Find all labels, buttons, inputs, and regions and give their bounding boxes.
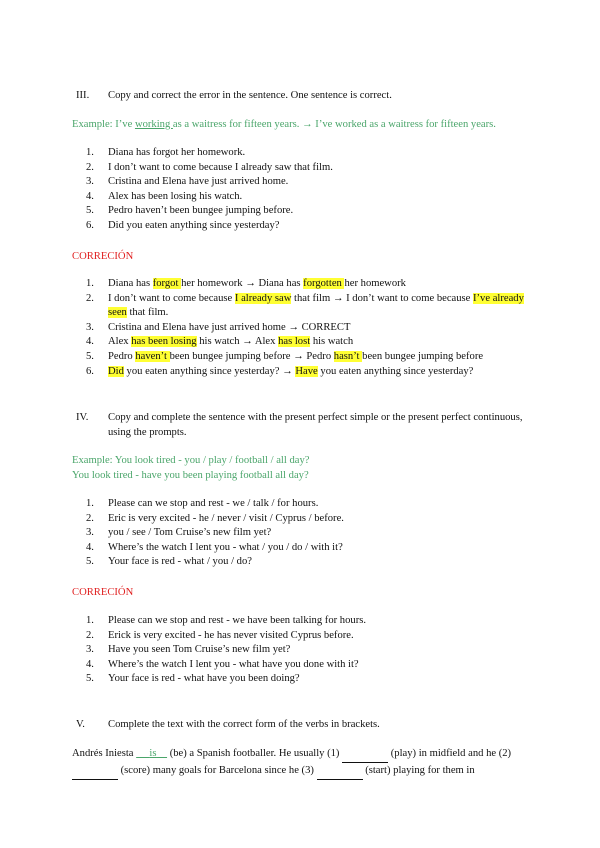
text-segment: as a waitress for fifteen years. → I’ve worked as a waitress for fifteen years.: [172, 119, 496, 130]
list-item: [86, 365, 526, 380]
gap-text-part: (be) a Spanish footballer. He usually (1): [167, 748, 343, 759]
list-item-number: 1.: [86, 615, 94, 626]
list-item-text: [108, 350, 526, 365]
section-3-exercise-list: [86, 146, 526, 234]
list-item-number: 4.: [86, 336, 94, 348]
list-item: [86, 350, 526, 365]
list-item: [86, 219, 526, 234]
text-segment: her homework → Diana has: [181, 278, 304, 289]
list-item-text: [108, 497, 526, 512]
text-segment: that film → I don’t want to come because: [291, 292, 473, 304]
list-item-text: [108, 541, 526, 556]
gap-text-part: (start) playing for them in: [362, 765, 475, 776]
text-segment: Where’s the watch I lent you - what / you / do / with it?: [108, 541, 343, 553]
highlighted-text: has been losing: [131, 336, 197, 348]
text-segment: you eaten anything since yesterday?: [317, 365, 474, 377]
list-item-text: [108, 321, 526, 336]
list-item-number: 3.: [86, 644, 94, 656]
list-item-text: [108, 335, 526, 350]
list-item: [86, 555, 526, 570]
gap-2-blank[interactable]: [72, 763, 118, 780]
list-item: [86, 672, 526, 687]
list-item-text: [108, 512, 526, 527]
list-item: [86, 658, 526, 673]
highlighted-text: forgot: [152, 278, 182, 289]
text-segment: Please can we stop and rest - we / talk / for hours.: [108, 498, 319, 509]
gap-1-blank[interactable]: [342, 746, 388, 763]
list-item-text: [108, 658, 526, 673]
text-segment: Pedro haven’t been bungee jumping before.: [108, 205, 294, 217]
text-segment: been bungee jumping before → Pedro: [169, 350, 334, 362]
text-segment: that film.: [126, 307, 169, 319]
list-item-number: 2.: [86, 161, 94, 173]
list-item-number: 1.: [86, 498, 94, 509]
highlighted-text: haven’t: [135, 350, 170, 362]
gap-3-blank[interactable]: [317, 763, 363, 780]
section-4-exercise-list: [86, 497, 526, 570]
text-segment: Cristina and Elena have just arrived home.: [108, 176, 289, 188]
text-segment: her homework: [344, 278, 406, 289]
list-item-text: [108, 614, 526, 629]
list-item: [86, 277, 526, 292]
section-3-example: [72, 117, 496, 132]
section-4-number: IV.: [76, 412, 89, 423]
text-segment: Erick is very excited - he has never visited Cyprus before.: [108, 629, 354, 641]
text-segment: I don’t want to come because I already saw that film.: [108, 161, 333, 173]
list-item-number: 2.: [86, 292, 94, 304]
section-4-example-prompt: Example: You look tired - you / play / football / all day?: [72, 455, 310, 466]
text-segment: Pedro: [108, 350, 136, 362]
list-item: [86, 321, 526, 336]
list-item-text: [108, 555, 526, 570]
highlighted-text: I already saw: [234, 292, 292, 304]
gap-example-answer: is: [149, 748, 157, 759]
text-segment: Did you eaten anything since yesterday?: [108, 219, 280, 231]
list-item: [86, 497, 526, 512]
list-item-number: 4.: [86, 541, 94, 553]
highlighted-text: Have: [295, 365, 318, 377]
section-5-instructions: Complete the text with the correct form of the verbs in brackets.: [108, 719, 380, 730]
text-segment: you / see / Tom Cruise’s new film yet?: [108, 527, 272, 539]
list-item-number: 6.: [86, 219, 94, 231]
list-item-number: 6.: [86, 365, 94, 377]
list-item-text: [108, 672, 526, 687]
list-item: [86, 643, 526, 658]
list-item: [86, 335, 526, 350]
list-item-text: [108, 643, 526, 658]
section-3-correction-heading: CORRECIÓN: [72, 251, 134, 262]
gap-text-part: (score) many goals for Barcelona since he (3): [118, 765, 317, 776]
section-3-correction-list: [86, 277, 526, 379]
list-item-text: [108, 526, 526, 541]
gap-text-part: (play) in midfield and he (2): [388, 748, 512, 759]
text-segment: Where’s the watch I lent you - what have you done with it?: [108, 658, 359, 670]
section-4-instructions: Copy and complete the sentence with the present perfect simple or the present perfect continuous, using the prompts.: [108, 412, 523, 438]
text-segment: his watch: [310, 336, 354, 348]
text-segment: Please can we stop and rest - we have been talking for hours.: [108, 615, 366, 626]
section-5-number: V.: [76, 719, 85, 730]
list-item: [86, 146, 526, 161]
list-item-text: [108, 629, 526, 644]
text-segment: you eaten anything since yesterday? →: [123, 365, 296, 377]
highlighted-text: has lost: [278, 336, 311, 348]
list-item-text: [108, 219, 526, 234]
list-item: [86, 161, 526, 176]
text-segment: Diana has forgot her homework.: [108, 147, 246, 158]
section-3-number: III.: [76, 90, 90, 101]
list-item-text: [108, 204, 526, 219]
list-item-text: [108, 190, 526, 205]
text-segment: been bungee jumping before: [362, 350, 484, 362]
text-segment: Your face is red - what / you / do?: [108, 556, 252, 568]
list-item-number: 3.: [86, 176, 94, 188]
text-segment: Have you seen Tom Cruise’s new film yet?: [108, 644, 291, 656]
list-item-number: 5.: [86, 556, 94, 568]
list-item: [86, 541, 526, 556]
list-item: [86, 629, 526, 644]
list-item-text: [108, 277, 526, 292]
section-5-gap-fill-text: [72, 746, 532, 780]
list-item-text: [108, 161, 526, 176]
highlighted-text: Did: [108, 365, 124, 377]
text-segment: Cristina and Elena have just arrived home → CORRECT: [108, 321, 351, 333]
list-item-number: 2.: [86, 629, 94, 641]
list-item: [86, 526, 526, 541]
text-segment: Alex: [108, 336, 132, 348]
list-item-number: 3.: [86, 321, 94, 333]
list-item-text: [108, 292, 526, 321]
text-segment: his watch → Alex: [196, 336, 279, 348]
list-item: [86, 190, 526, 205]
section-4-example-answer: You look tired - have you been playing football all day?: [72, 470, 309, 481]
list-item: [86, 512, 526, 527]
list-item-text: [108, 365, 526, 380]
list-item-number: 4.: [86, 658, 94, 670]
list-item-number: 3.: [86, 527, 94, 539]
text-segment: Alex has been losing his watch.: [108, 190, 243, 202]
section-4-correction-list: [86, 614, 526, 687]
list-item: [86, 175, 526, 190]
list-item-number: 4.: [86, 190, 94, 202]
text-segment: Diana has: [108, 278, 153, 289]
list-item-number: 1.: [86, 147, 94, 158]
underlined-error-text: working: [134, 119, 173, 130]
gap-text-start: Andrés Iniesta: [72, 748, 137, 759]
list-item-number: 5.: [86, 205, 94, 217]
list-item-number: 5.: [86, 350, 94, 362]
list-item-number: 5.: [86, 673, 94, 685]
list-item-number: 1.: [86, 278, 94, 289]
text-segment: I don’t want to come because: [108, 292, 235, 304]
list-item-number: 2.: [86, 512, 94, 524]
list-item: [86, 292, 526, 321]
text-segment: Example: I’ve: [72, 119, 135, 130]
list-item: [86, 204, 526, 219]
highlighted-text: I’ve already seen: [108, 292, 524, 319]
list-item-text: [108, 175, 526, 190]
section-4-correction-heading: CORRECIÓN: [72, 587, 134, 598]
text-segment: Your face is red - what have you been doing?: [108, 673, 300, 685]
list-item-text: [108, 146, 526, 161]
text-segment: Eric is very excited - he / never / visit / Cyprus / before.: [108, 512, 344, 524]
list-item: [86, 614, 526, 629]
highlighted-text: hasn’t: [333, 350, 363, 362]
highlighted-text: forgotten: [303, 278, 345, 289]
section-3-instructions: Copy and correct the error in the sentence. One sentence is correct.: [108, 90, 392, 101]
